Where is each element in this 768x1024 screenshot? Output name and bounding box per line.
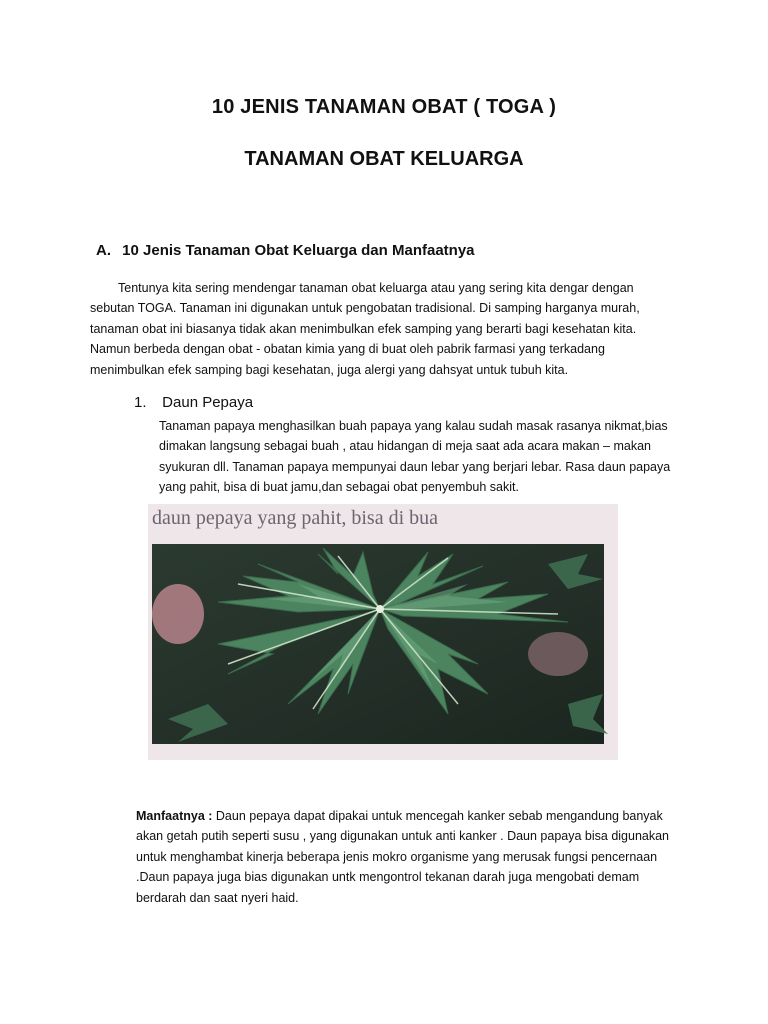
benefit-text: Daun pepaya dapat dipakai untuk mencegah kanker sebab mengandung banyak akan getah putih seperti susu , yang digunakan untuk anti kanker . Daun papaya bisa digunakan untuk menghambat kinerja beberapa jenis mokro organisme yang merusak fungsi pencernaan .Daun papaya juga bias digunakan untk mengontrol tekanan darah juga mengobati demam berdarah dan saat nyeri haid. bbox=[136, 809, 670, 905]
intro-paragraph bbox=[90, 278, 650, 380]
section-marker: A. bbox=[96, 242, 111, 259]
benefit-paragraph bbox=[136, 806, 681, 908]
papaya-leaf-photo bbox=[148, 504, 618, 760]
section-heading bbox=[96, 242, 475, 259]
item-description: Tanaman papaya menghasilkan buah papaya yang kalau sudah masak rasanya nikmat,bias dimakan langsung sebagai buah , atau hidangan di meja saat ada acara makan – makan syukuran dll. Tanaman papaya mempunyai daun lebar yang berjari lebar. Rasa daun papaya yang pahit, bisa di buat jamu,dan sebagai obat penyembuh sakit. bbox=[159, 419, 671, 495]
item-heading bbox=[134, 394, 253, 411]
item-number: 1. bbox=[134, 394, 147, 411]
papaya-leaf-image bbox=[148, 504, 618, 760]
page-title: 10 JENIS TANAMAN OBAT ( TOGA ) bbox=[211, 96, 557, 118]
intro-text: Tentunya kita sering mendengar tanaman obat keluarga atau yang sering kita dengar dengan sebutan TOGA. Tanaman ini digunakan untuk pengobatan tradisional. Di samping harganya murah, tanaman obat ini biasanya tidak akan menimbulkan efek samping yang berarti bagi kesehatan kita. Namun berbeda dengan obat - obatan kimia yang di buat oleh pabrik farmasi yang terkadang menimbulkan efek samping bagi kesehatan, juga alergi yang dahsyat untuk tubuh kita. bbox=[90, 281, 640, 377]
section-heading-text: 10 Jenis Tanaman Obat Keluarga dan Manfaatnya bbox=[122, 242, 475, 259]
page-subtitle: TANAMAN OBAT KELUARGA bbox=[244, 148, 524, 170]
benefit-label: Manfaatnya : bbox=[136, 809, 213, 823]
photo-caption-text: daun pepaya yang pahit, bisa di bua bbox=[152, 507, 439, 529]
item-name: Daun Pepaya bbox=[162, 394, 254, 411]
